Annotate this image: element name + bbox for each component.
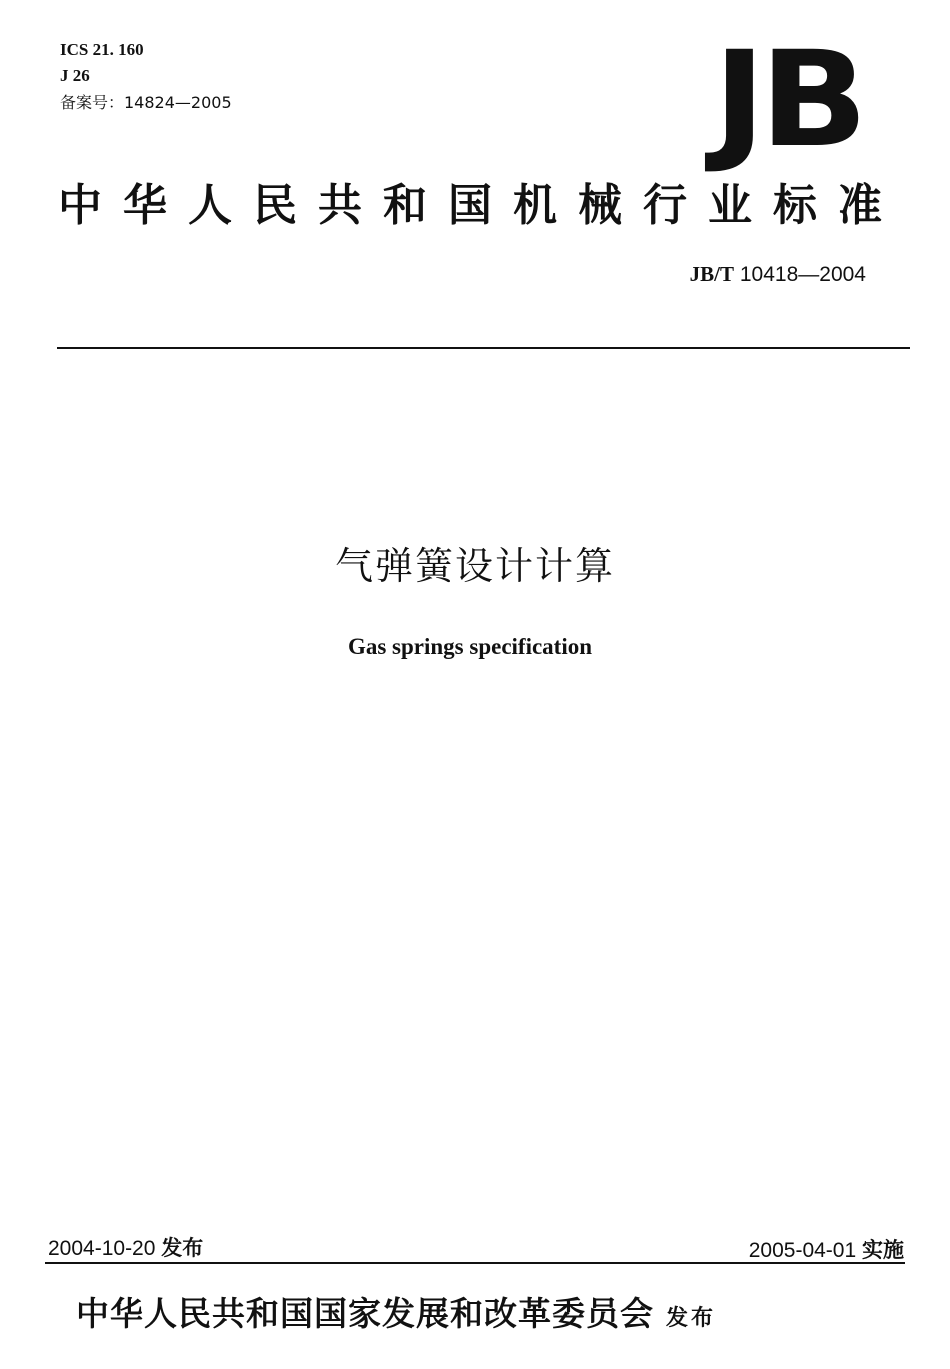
issuing-authority bbox=[76, 1290, 716, 1343]
jb-logo: JB bbox=[713, 23, 862, 177]
ics-code: ICS 21. 160 bbox=[60, 40, 144, 59]
bottom-divider bbox=[45, 1262, 905, 1264]
standard-number bbox=[690, 262, 866, 287]
implement-date: 2005-04-01 bbox=[748, 1239, 857, 1262]
implement-date-line bbox=[749, 1234, 904, 1264]
implement-label: 实施 bbox=[862, 1238, 904, 1262]
document-title-chinese: 气弹簧设计计算 bbox=[334, 544, 615, 588]
document-title-english: Gas springs specification bbox=[347, 634, 593, 659]
issue-date-line bbox=[48, 1232, 203, 1262]
issuer-suffix: 发布 bbox=[666, 1306, 717, 1331]
standard-number-prefix: JB/T bbox=[689, 262, 735, 286]
top-divider bbox=[57, 347, 910, 349]
ccs-code: J 26 bbox=[60, 66, 90, 85]
issue-label: 发布 bbox=[161, 1236, 204, 1260]
issue-date: 2004-10-20 bbox=[48, 1237, 156, 1260]
record-number: 备案号：14824—2005 bbox=[60, 93, 232, 112]
standard-number-value: 10418—2004 bbox=[739, 263, 866, 286]
issuer-name: 中华人民共和国国家发展和改革委员会 bbox=[76, 1294, 654, 1333]
standard-category-title: 中华人民共和国机械行业标准 bbox=[58, 180, 903, 231]
